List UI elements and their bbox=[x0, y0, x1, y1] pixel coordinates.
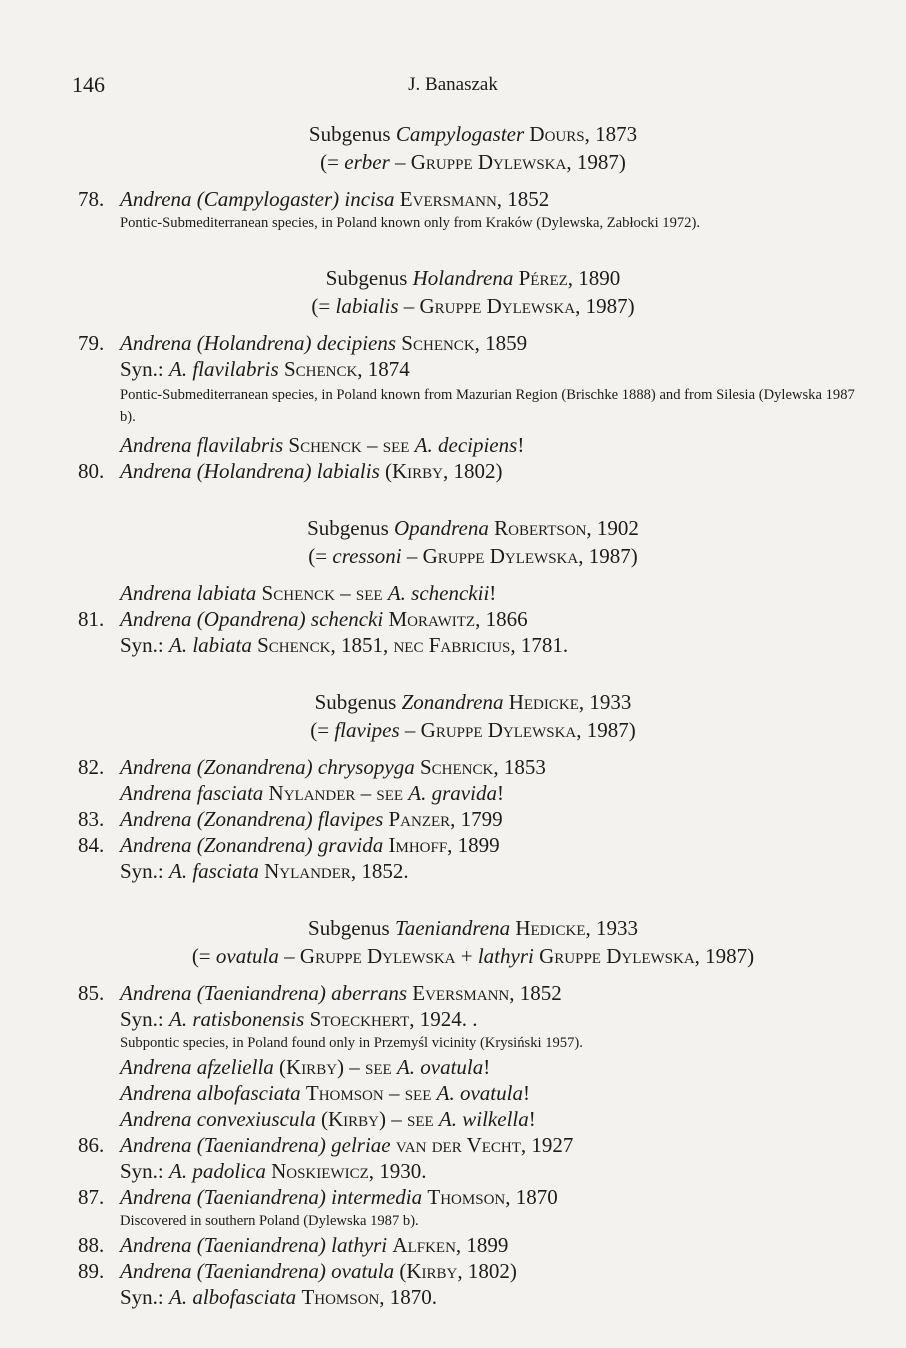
entry-number: 78. bbox=[78, 187, 105, 211]
species-entry bbox=[78, 1258, 868, 1284]
entry-number: 79. bbox=[78, 331, 105, 355]
entry-number: 82. bbox=[78, 755, 105, 779]
species-list bbox=[78, 116, 868, 1310]
synonym-line: Syn.: A. albofasciata Thomson, 1870. bbox=[120, 1285, 438, 1309]
entry-number: 86. bbox=[78, 1133, 105, 1157]
species-entry bbox=[78, 754, 868, 780]
subgenus-synonym-line: (= cressoni – Gruppe Dylewska, 1987) bbox=[308, 544, 638, 568]
distribution-note: Discovered in southern Poland (Dylewska 1987 b). bbox=[120, 1213, 419, 1229]
page-number: 146 bbox=[72, 72, 105, 97]
species-name: Andrena (Taeniandrena) aberrans bbox=[120, 981, 407, 1005]
entry-number: 87. bbox=[78, 1185, 105, 1209]
species-entry bbox=[78, 1232, 868, 1258]
species-name: Andrena (Taeniandrena) lathyri bbox=[120, 1233, 388, 1257]
entry-number: 88. bbox=[78, 1233, 105, 1257]
distribution-note: Subpontic species, in Poland found only in Przemyśl vicinity (Krysiński 1957). bbox=[120, 1035, 583, 1051]
species-name: Andrena (Zonandrena) flavipes bbox=[120, 807, 384, 831]
species-name: Andrena (Holandrena) labialis bbox=[120, 459, 380, 483]
synonym-line: Syn.: A. labiata Schenck, 1851, nec Fabricius, 1781. bbox=[120, 633, 569, 657]
page-header bbox=[0, 72, 906, 102]
species-author: (Kirby, 1802) bbox=[385, 459, 503, 483]
species-entry bbox=[78, 1184, 868, 1210]
species-name: Andrena (Taeniandrena) ovatula bbox=[120, 1259, 395, 1283]
running-head-author: J. Banaszak bbox=[408, 74, 498, 95]
species-author: Eversmann, 1852 bbox=[399, 187, 550, 211]
synonym-line: Syn.: A. padolica Noskiewicz, 1930. bbox=[120, 1159, 427, 1183]
species-author: Schenck, 1853 bbox=[419, 755, 546, 779]
species-author: van der Vecht, 1927 bbox=[395, 1133, 574, 1157]
species-entry bbox=[78, 806, 868, 832]
cross-reference: Andrena flavilabris Schenck – see A. decipiens! bbox=[120, 433, 525, 457]
subgenus-synonym-line: (= erber – Gruppe Dylewska, 1987) bbox=[320, 150, 626, 174]
species-author: Imhoff, 1899 bbox=[388, 833, 500, 857]
species-name: Andrena (Opandrena) schencki bbox=[120, 607, 384, 631]
entry-number: 85. bbox=[78, 981, 105, 1005]
species-author: Schenck, 1859 bbox=[401, 331, 528, 355]
species-entry bbox=[78, 832, 868, 858]
species-author: Morawitz, 1866 bbox=[388, 607, 528, 631]
species-name: Andrena (Holandrena) decipiens bbox=[120, 331, 397, 355]
subgenus-synonym-line: (= flavipes – Gruppe Dylewska, 1987) bbox=[310, 718, 636, 742]
species-name: Andrena (Taeniandrena) intermedia bbox=[120, 1185, 423, 1209]
entry-number: 84. bbox=[78, 833, 105, 857]
species-name: Andrena (Taeniandrena) gelriae bbox=[120, 1133, 391, 1157]
species-name: Andrena (Zonandrena) gravida bbox=[120, 833, 384, 857]
species-author: Panzer, 1799 bbox=[388, 807, 503, 831]
entry-number: 89. bbox=[78, 1259, 105, 1283]
cross-reference: Andrena afzeliella (Kirby) – see A. ovatula! bbox=[120, 1055, 491, 1079]
species-entry bbox=[78, 606, 868, 632]
synonym-line: Syn.: A. flavilabris Schenck, 1874 bbox=[120, 357, 410, 381]
species-entry bbox=[78, 186, 868, 212]
subgenus-title: Subgenus Opandrena Robertson, 1902 bbox=[307, 516, 639, 540]
species-entry bbox=[78, 980, 868, 1006]
species-entry bbox=[78, 1132, 868, 1158]
entry-number: 80. bbox=[78, 459, 105, 483]
species-author: Eversmann, 1852 bbox=[412, 981, 562, 1005]
subgenus-synonym-line: (= ovatula – Gruppe Dylewska + lathyri Gruppe Dylewska, 1987) bbox=[191, 944, 755, 968]
species-name: Andrena (Campylogaster) incisa bbox=[120, 187, 395, 211]
subgenus-title: Subgenus Taeniandrena Hedicke, 1933 bbox=[308, 916, 638, 940]
distribution-note: Pontic-Submediterranean species, in Poland known from Mazurian Region (Brischke 1888) and from Silesia (Dylewska 1987 b). bbox=[120, 387, 855, 425]
cross-reference: Andrena convexiuscula (Kirby) – see A. wilkella! bbox=[120, 1107, 536, 1131]
subgenus-title: Subgenus Zonandrena Hedicke, 1933 bbox=[314, 690, 632, 714]
cross-reference: Andrena labiata Schenck – see A. schenckii! bbox=[120, 581, 497, 605]
species-author: Alfken, 1899 bbox=[392, 1233, 509, 1257]
species-author: (Kirby, 1802) bbox=[399, 1259, 517, 1283]
entry-number: 81. bbox=[78, 607, 105, 631]
species-name: Andrena (Zonandrena) chrysopyga bbox=[120, 755, 415, 779]
species-entry bbox=[78, 330, 868, 356]
subgenus-title: Subgenus Holandrena Pérez, 1890 bbox=[325, 266, 621, 290]
cross-reference: Andrena fasciata Nylander – see A. gravida! bbox=[120, 781, 504, 805]
cross-reference: Andrena albofasciata Thomson – see A. ovatula! bbox=[120, 1081, 530, 1105]
synonym-line: Syn.: A. ratisbonensis Stoeckhert, 1924. . bbox=[120, 1007, 478, 1031]
entry-number: 83. bbox=[78, 807, 105, 831]
distribution-note: Pontic-Submediterranean species, in Poland known only from Kraków (Dylewska, Zabłocki 1972). bbox=[120, 215, 700, 231]
subgenus-title: Subgenus Campylogaster Dours, 1873 bbox=[308, 122, 638, 146]
species-author: Thomson, 1870 bbox=[427, 1185, 558, 1209]
subgenus-synonym-line: (= labialis – Gruppe Dylewska, 1987) bbox=[311, 294, 635, 318]
species-entry bbox=[78, 458, 868, 484]
synonym-line: Syn.: A. fasciata Nylander, 1852. bbox=[120, 859, 409, 883]
